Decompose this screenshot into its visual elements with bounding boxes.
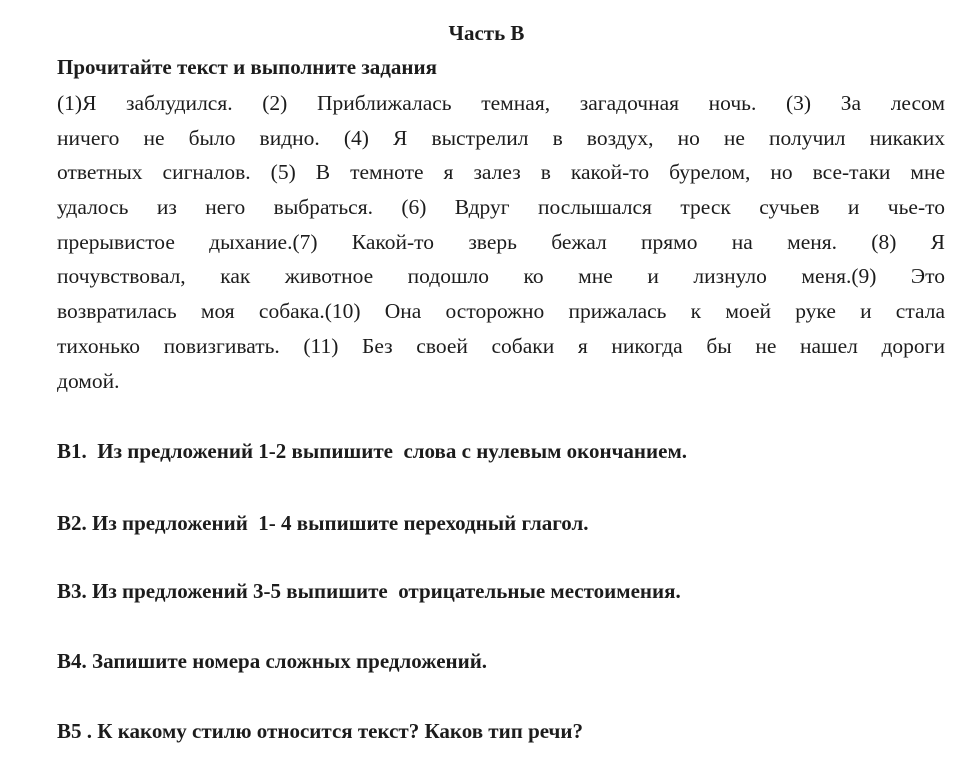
task-b4: В4. Запишите номера сложных предложений. (57, 649, 488, 673)
passage-line: возвратилась моя собака.(10) Она осторожно прижалась к моей руке и стала (57, 299, 945, 324)
instruction-heading: Прочитайте текст и выполните задания (57, 55, 437, 79)
passage-line: ничего не было видно. (4) Я выстрелил в воздух, но не получил никаких (57, 125, 945, 150)
passage-line: (1)Я заблудился. (2) Приближалась темная, загадочная ночь. (3) За лесом (57, 91, 945, 115)
task-b5: В5 . К какому стилю относится текст? Каков тип речи? (57, 719, 583, 743)
passage-line: почувствовал, как животное подошло ко мне и лизнуло меня.(9) Это (57, 264, 945, 289)
passage-line: домой. (57, 368, 120, 393)
passage-line: прерывистое дыхание.(7) Какой-то зверь бежал прямо на меня. (8) Я (57, 229, 945, 254)
reading-passage (57, 86, 945, 398)
passage-line: ответных сигналов. (5) В темноте я залез в какой-то бурелом, но все-таки мне (57, 160, 945, 185)
task-b2: В2. Из предложений 1- 4 выпишите переходный глагол. (57, 511, 589, 535)
task-b1: В1. Из предложений 1-2 выпишите слова с нулевым окончанием. (57, 439, 687, 463)
passage-line: тихонько повизгивать. (11) Без своей собаки я никогда бы не нашел дороги (57, 333, 945, 358)
part-title: Часть В (448, 21, 525, 45)
task-b3: В3. Из предложений 3-5 выпишите отрицательные местоимения. (57, 579, 681, 603)
passage-line: удалось из него выбраться. (6) Вдруг послышался треск сучьев и чье-то (57, 195, 945, 220)
